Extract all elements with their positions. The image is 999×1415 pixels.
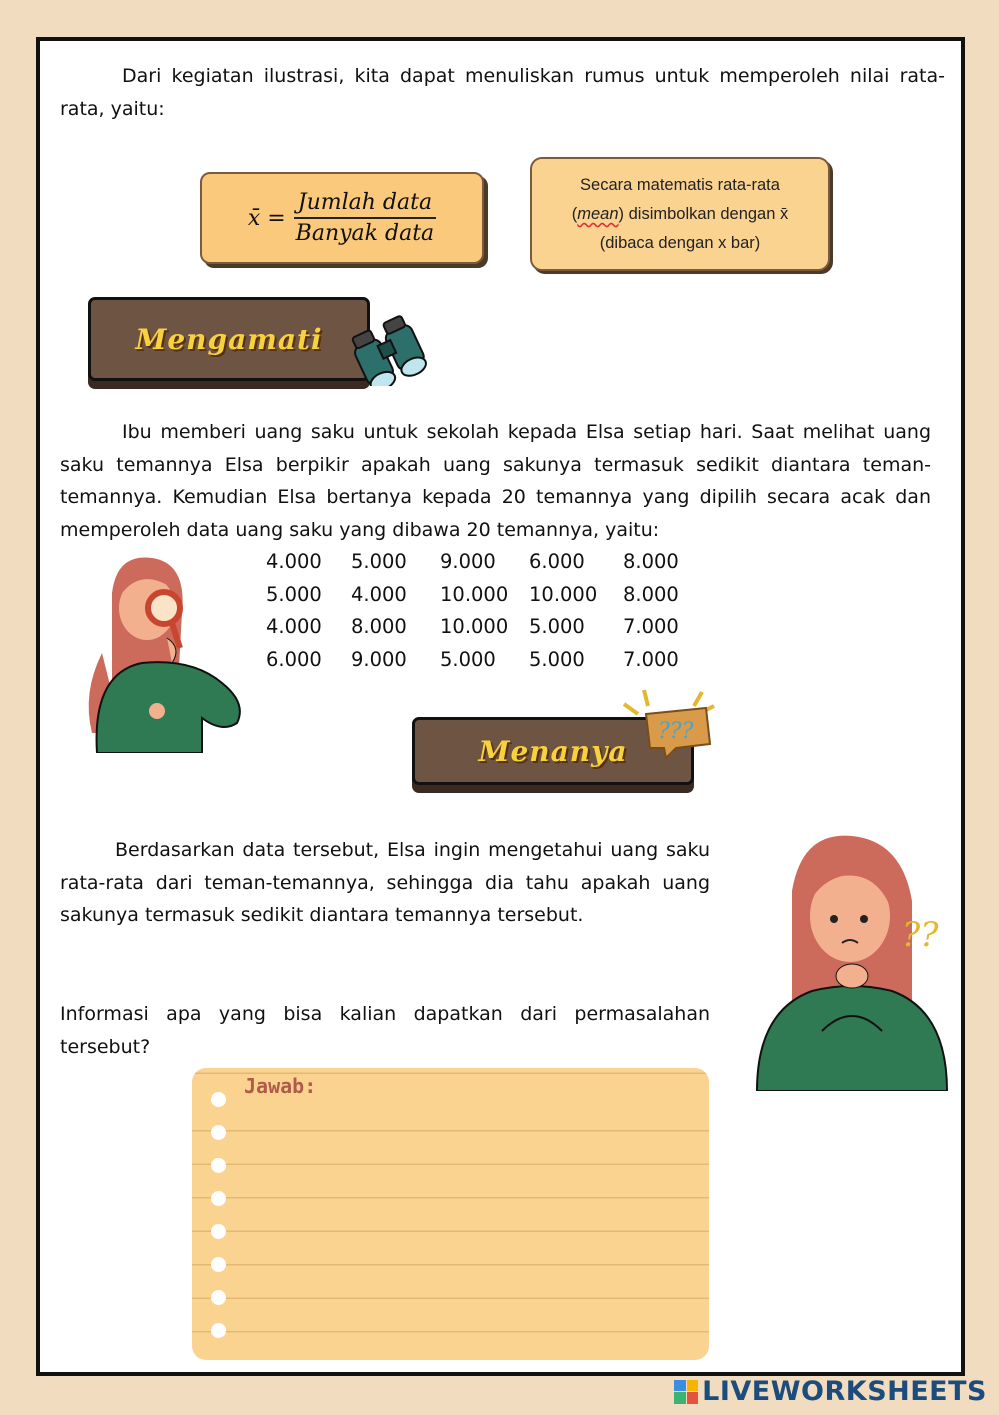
binder-hole — [211, 1092, 226, 1107]
answer-label: Jawab: — [244, 1074, 317, 1098]
table-cell: 6.000 — [529, 550, 585, 573]
thinking-girl-illustration — [752, 831, 952, 1091]
bubble-text: ??? — [658, 719, 694, 744]
binoculars-icon — [350, 311, 430, 386]
girl-magnifier-illustration — [72, 553, 247, 753]
binder-hole — [211, 1323, 226, 1338]
table-cell: 8.000 — [351, 615, 407, 639]
mengamati-banner — [88, 297, 370, 381]
worksheet-page — [36, 37, 965, 1376]
question-paragraph: Informasi apa yang bisa kalian dapatkan dari permasalahan tersebut? — [60, 1003, 710, 1058]
table-cell: 8.000 — [623, 550, 679, 573]
formula-denominator: Banyak data — [295, 221, 435, 246]
binder-hole — [211, 1290, 226, 1305]
question-marks-icon: ?? — [902, 915, 939, 955]
brand-name: LIVEWORKSHEETS — [702, 1376, 987, 1407]
info-line-3: (dibaca dengan x bar) — [599, 234, 761, 252]
table-cell: 7.000 — [623, 615, 679, 639]
menanya-title: Menanya — [478, 734, 628, 768]
question-context-paragraph: Berdasarkan data tersebut, Elsa ingin mengetahui uang saku rata-rata dari teman-temannya, sehingga dia tahu apakah uang sakunya termasuk sedikit diantara temannya tersebut. — [60, 839, 710, 926]
binder-hole — [211, 1125, 226, 1140]
allowance-data-table — [266, 546, 703, 677]
info-line-2: (mean) disimbolkan dengan x̄ — [571, 205, 789, 223]
table-cell: 4.000 — [266, 550, 322, 573]
answer-box[interactable] — [192, 1068, 709, 1360]
brand-icon — [674, 1380, 698, 1404]
table-cell: 5.000 — [529, 648, 585, 672]
table-cell: 9.000 — [351, 648, 407, 672]
table-cell: 7.000 — [623, 648, 679, 672]
table-cell: 9.000 — [440, 550, 496, 573]
table-cell: 10.000 — [440, 582, 509, 606]
story-paragraph: Ibu memberi uang saku untuk sekolah kepada Elsa setiap hari. Saat melihat uang saku temannya Elsa berpikir apakah uang sakunya termasuk sedikit diantara teman-temannya. Kemudian Elsa bertanya kepada 20 temannya yang dipilih secara acak dan memperoleh data uang saku yang dibawa 20 temannya, yaitu: — [60, 421, 931, 541]
table-cell: 5.000 — [440, 648, 496, 672]
table-cell: 8.000 — [623, 582, 679, 606]
binder-hole — [211, 1257, 226, 1272]
formula-numerator: Jumlah data — [294, 190, 436, 219]
table-cell: 5.000 — [351, 550, 407, 573]
table-cell: 5.000 — [529, 615, 585, 639]
mean-term: mean — [577, 205, 619, 223]
table-cell: 4.000 — [266, 615, 322, 639]
table-cell: 6.000 — [266, 648, 322, 672]
mengamati-title: Mengamati — [135, 322, 323, 356]
formula-fraction — [294, 190, 436, 246]
info-line-1: Secara matematis rata-rata — [580, 176, 780, 194]
liveworksheets-logo — [674, 1376, 987, 1407]
binder-hole — [211, 1224, 226, 1239]
question-bubble-icon — [610, 686, 720, 761]
formula-lhs: x̄ = — [247, 205, 286, 231]
table-cell: 10.000 — [440, 615, 509, 639]
answer-input[interactable] — [244, 1104, 689, 1350]
mean-formula-box — [200, 172, 484, 264]
table-cell: 5.000 — [266, 582, 322, 606]
intro-paragraph: Dari kegiatan ilustrasi, kita dapat menuliskan rumus untuk memperoleh nilai rata-rata, yaitu: — [60, 65, 945, 120]
table-cell: 10.000 — [529, 582, 598, 606]
binder-hole — [211, 1158, 226, 1173]
mean-info-box — [530, 157, 830, 271]
binder-hole — [211, 1191, 226, 1206]
table-cell: 4.000 — [351, 582, 407, 606]
